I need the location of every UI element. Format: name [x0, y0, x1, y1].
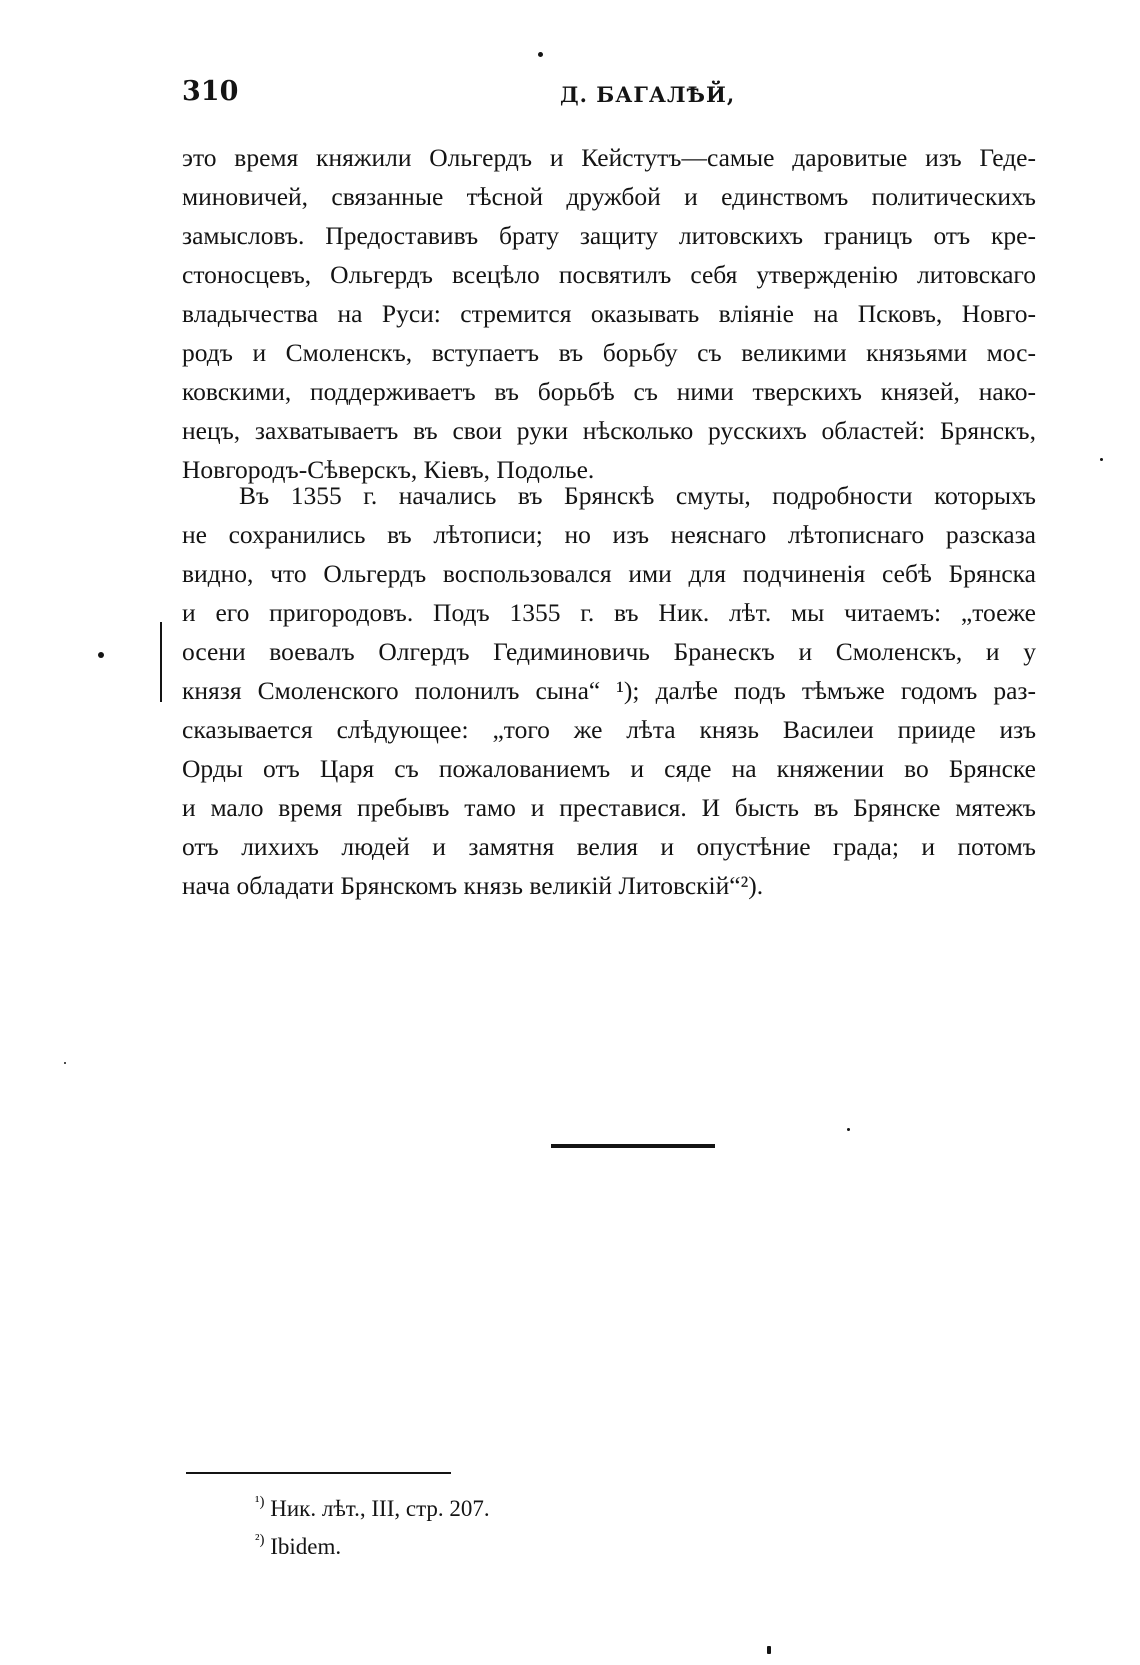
text-line: миновичей, связанные тѣсной дружбой и единствомъ политическихъ	[182, 182, 1036, 211]
text-line: сказывается слѣдующее: „того же лѣта князь Василеи прииде изъ	[182, 715, 1036, 744]
footnote-separator	[186, 1472, 451, 1474]
scan-speck	[538, 52, 543, 57]
footnote-2	[255, 1534, 341, 1560]
text-line: князя Смоленского полонилъ сына“ ¹); далѣе подъ тѣмъже годомъ раз-	[182, 676, 1036, 705]
text-line: и его пригородовъ. Подъ 1355 г. въ Ник. лѣт. мы читаемъ: „тоеже	[182, 598, 1036, 627]
text-line: ковскими, поддерживаетъ въ борьбѣ съ ними тверскихъ князей, нако-	[182, 377, 1036, 406]
footnote-text: Ник. лѣт., III, стр. 207.	[270, 1496, 490, 1521]
scan-speck	[98, 652, 104, 658]
text-line: Новгородъ-Сѣверскъ, Кіевъ, Подолье.	[182, 455, 595, 484]
text-line: стоносцевъ, Ольгердъ всецѣло посвятилъ себя утвержденію литовскаго	[182, 260, 1036, 289]
text-line: отъ лихихъ людей и замятня велия и опустѣние града; и потомъ	[182, 832, 1036, 861]
footnote-text: Ibidem.	[270, 1534, 342, 1559]
paragraph-2	[182, 476, 1036, 905]
page-number: 310	[182, 76, 239, 107]
footnote-mark: ²)	[255, 1532, 265, 1548]
scan-speck	[847, 1128, 850, 1131]
scan-speck	[1100, 458, 1103, 461]
text-line: нецъ, захватываетъ въ свои руки нѣсколько русскихъ областей: Брянскъ,	[182, 416, 1036, 445]
text-line: Въ 1355 г. начались въ Брянскѣ смуты, подробности которыхъ	[239, 481, 1036, 510]
margin-bracket-mark	[160, 622, 162, 702]
scan-speck	[64, 1062, 66, 1064]
running-head: Д. БАГАЛѢЙ,	[560, 82, 736, 107]
text-line: владычества на Руси: стремится оказывать вліяніе на Псковъ, Новго-	[182, 299, 1036, 328]
text-line: родъ и Смоленскъ, вступаетъ въ борьбу съ великими князьями мос-	[182, 338, 1036, 367]
scan-speck	[767, 1646, 771, 1654]
text-line: Орды отъ Царя съ пожалованиемъ и сяде на княжении во Брянске	[182, 754, 1036, 783]
text-line: видно, что Ольгердъ воспользовался ими для подчиненія себѣ Брянска	[182, 559, 1036, 588]
paragraph-1	[182, 138, 1036, 489]
text-line: нача обладати Брянскомъ князь великій Литовскій“²).	[182, 871, 764, 900]
section-end-rule	[551, 1144, 715, 1148]
text-line: не сохранились въ лѣтописи; но изъ неяснаго лѣтописнаго разсказа	[182, 520, 1036, 549]
text-line: осени воевалъ Олгердъ Гедиминовичь Бранескъ и Смоленскъ, и у	[182, 637, 1036, 666]
footnote-1	[255, 1496, 490, 1522]
footnote-mark: ¹)	[255, 1494, 265, 1510]
text-line: это время княжили Ольгердъ и Кейстутъ—самые даровитые изъ Геде-	[182, 143, 1036, 172]
text-line: замысловъ. Предоставивъ брату защиту литовскихъ границъ отъ кре-	[182, 221, 1036, 250]
text-line: и мало время пребывъ тамо и преставися. И бысть въ Брянске мятежъ	[182, 793, 1036, 822]
